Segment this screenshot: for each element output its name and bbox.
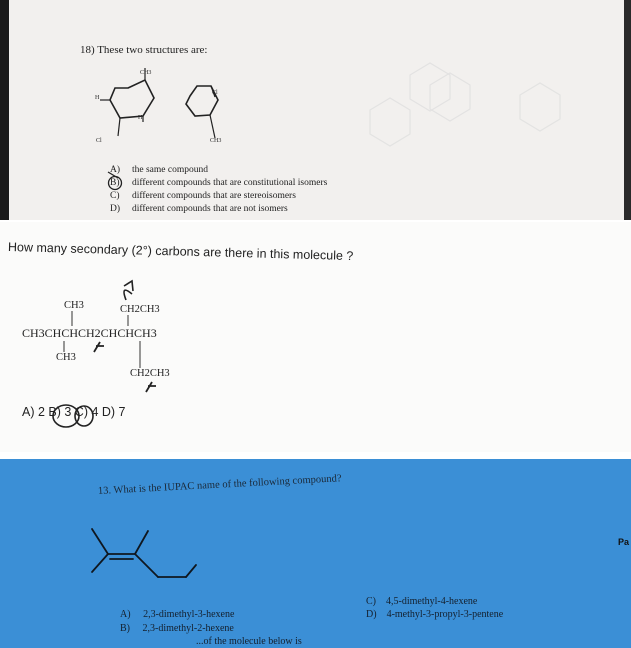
question-13-panel (0, 459, 631, 648)
label-ch3-top: CH3 (140, 70, 152, 76)
question-18-panel (0, 0, 631, 220)
alkene-skeletal-structure (0, 459, 631, 648)
label-h-right: H (138, 115, 143, 121)
q18-option-c: C) different compounds that are stereoisomers (110, 191, 296, 201)
q18-option-d: D) different compounds that are not isomers (110, 204, 288, 214)
formula-main-chain: CH3CHCHCH2CHCHCH3 (22, 326, 157, 340)
formula-bottom-right: CH2CH3 (130, 368, 170, 379)
q13-cutoff-text: ...of the molecule below is (196, 636, 302, 647)
label-cl-right: Cl (212, 90, 218, 96)
q13-option-a: A) 2,3-dimethyl-3-hexene (120, 609, 235, 620)
formula-top-left: CH3 (64, 300, 84, 311)
q13-option-b: B) 2,3-dimethyl-2-hexene (120, 623, 234, 634)
label-cl-bottom: Cl (96, 138, 102, 144)
question-13-prompt: 13. What is the IUPAC name of the following compound? (97, 473, 342, 497)
secondary-carbons-answer-choices: A) 2 B) 3 C) 4 D) 7 (22, 405, 126, 419)
formula-top-right: CH2CH3 (120, 304, 160, 315)
q18-option-a: A) the same compound (110, 165, 208, 175)
question-secondary-carbons-prompt: How many secondary (2°) carbons are there in this molecule ? (7, 240, 354, 264)
formula-bottom-left: CH3 (56, 352, 76, 363)
label-ch3-right: CH3 (210, 138, 222, 144)
label-h-left: H (95, 95, 100, 101)
q13-option-d: D) 4-methyl-3-propyl-3-pentene (366, 609, 504, 620)
question-18-prompt: 18) These two structures are: (80, 44, 208, 56)
q13-option-c: C) 4,5-dimethyl-4-hexene (366, 596, 478, 607)
clipped-edge-text: Pa (617, 537, 629, 547)
q18-option-b: B) different compounds that are constitutional isomers (110, 178, 328, 188)
